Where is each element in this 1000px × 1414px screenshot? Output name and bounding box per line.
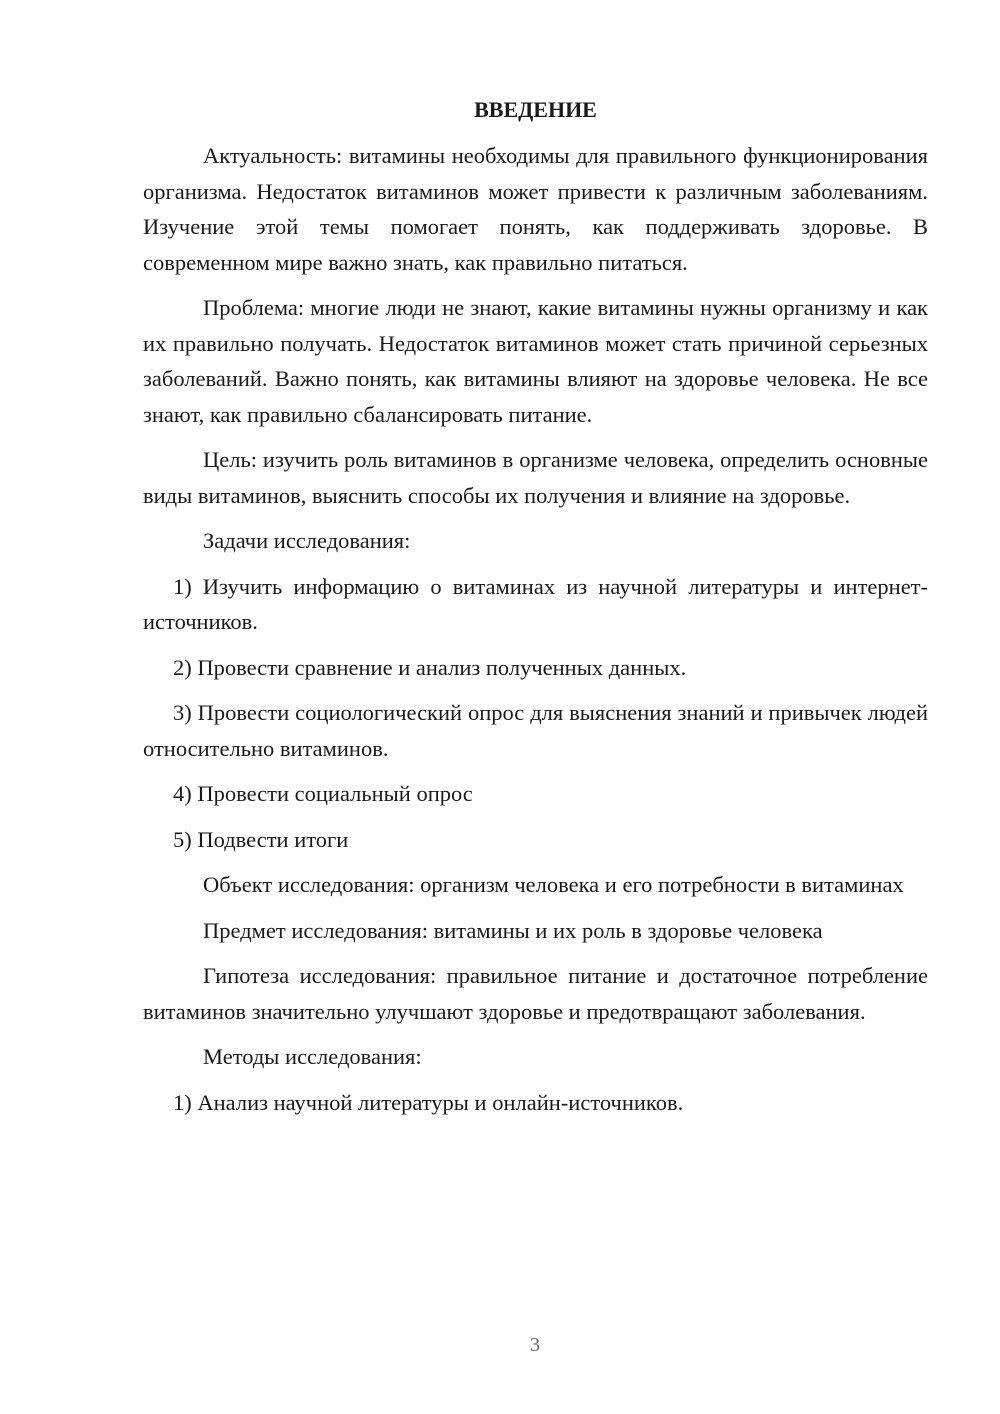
paragraph-relevance: Актуальность: витамины необходимы для правильного функционирования организма. Недостаток витаминов может привести к различным заболеваниям. Изучение этой темы помогает понять, как поддерживать здоровье. В современном мире важно знать, как правильно питаться. xyxy=(143,143,928,275)
methods-heading: Методы исследования: xyxy=(203,1044,422,1069)
method-item-1: 1) Анализ научной литературы и онлайн-источников. xyxy=(173,1089,684,1115)
paragraph-object: Объект исследования: организм человека и его потребности в витаминах xyxy=(203,872,904,897)
task-item-5: 5) Подвести итоги xyxy=(173,826,349,852)
section-title: ВВЕДЕНИЕ xyxy=(474,97,597,122)
paragraph-hypothesis: Гипотеза исследования: правильное питание и достаточное потребление витаминов значительно улучшают здоровье и предотвращают заболевания. xyxy=(143,963,928,1024)
paragraph-problem: Проблема: многие люди не знают, какие витамины нужны организму и как их правильно получать. Недостаток витаминов может стать причиной серьезных заболеваний. Важно понять, как витамины влияют на здоровье человека. Не все знают, как правильно сбалансировать питание. xyxy=(143,295,928,427)
paragraph-subject: Предмет исследования: витамины и их роль в здоровье человека xyxy=(203,917,823,943)
tasks-heading: Задачи исследования: xyxy=(203,528,411,553)
page-content xyxy=(143,94,928,1120)
paragraph-goal: Цель: изучить роль витаминов в организме человека, определить основные виды витаминов, выяснить способы их получения и влияние на здоровье. xyxy=(143,447,928,508)
task-item-2: 2) Провести сравнение и анализ полученных данных. xyxy=(173,654,687,680)
page-number: 3 xyxy=(530,1334,540,1356)
task-item-1: 1) Изучить информацию о витаминах из научной литературы и интернет-источников. xyxy=(143,573,928,634)
task-item-4: 4) Провести социальный опрос xyxy=(173,781,473,806)
task-item-3: 3) Провести социологический опрос для выяснения знаний и привычек людей относительно витаминов. xyxy=(143,700,928,761)
